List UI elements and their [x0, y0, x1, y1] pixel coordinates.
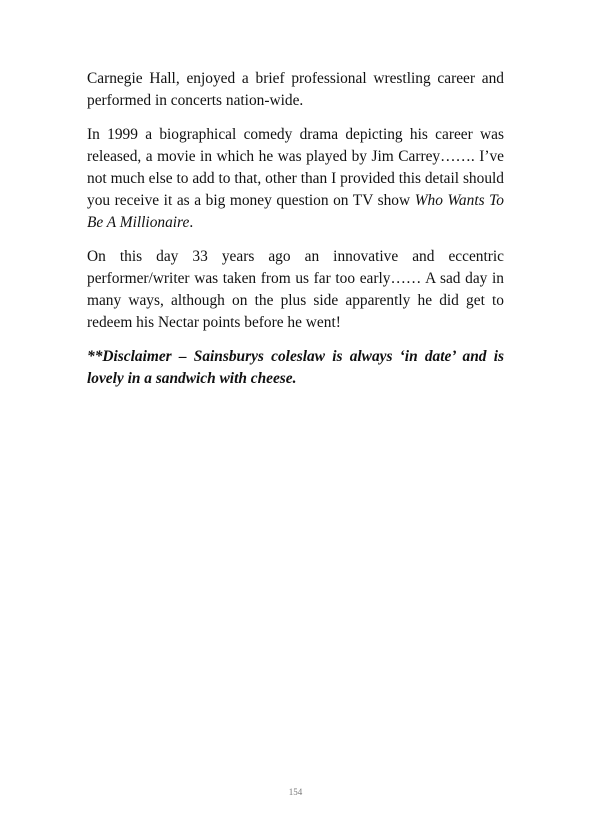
paragraph-2: [87, 124, 504, 234]
body-text: [87, 68, 504, 402]
disclaimer-text: **Disclaimer – Sainsburys coleslaw is always ‘in date’ and is lovely in a sandwich with cheese.: [87, 348, 504, 387]
show-title: Who Wants To Be A Millionaire: [87, 192, 505, 231]
paragraph-3-text: On this day 33 years ago an innovative and eccentric performer/writer was taken from us far too early…… A sad day in many ways, although on the plus side apparently he did get to redeem his Nectar points before he went!: [87, 248, 504, 331]
page-number: 154: [288, 787, 303, 797]
disclaimer: [87, 346, 504, 390]
paragraph-2-text: In 1999 a biographical comedy drama depicting his career was released, a movie in which he was played by Jim Carrey……. I’ve not much else to add to that, other than I provided this detail should you receive it as a big money question on TV show: [87, 126, 504, 209]
paragraph-1-text: Carnegie Hall, enjoyed a brief professional wrestling career and performed in concerts nation-wide.: [87, 70, 504, 109]
paragraph-3: [87, 246, 504, 334]
paragraph-1: [87, 68, 504, 112]
paragraph-2-end: .: [189, 214, 194, 231]
